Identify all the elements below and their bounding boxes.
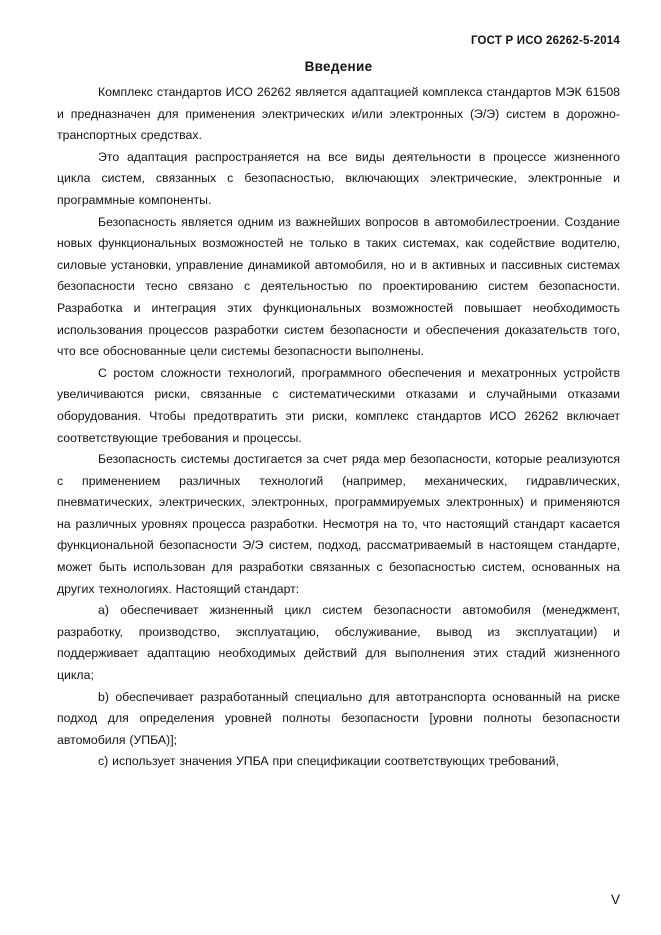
page-number: V xyxy=(610,892,620,907)
paragraph-risks: С ростом сложности технологий, программного обеспечения и мехатронных устройств увеличиваются риски, связанные с систематическими отказами и случайными отказами оборудования. Чтобы предотвратить эти риски, комплекс стандартов ИСО 26262 включает соответствующие требования и процессы. xyxy=(57,365,620,445)
document-body xyxy=(57,82,620,773)
document-code: ГОСТ Р ИСО 26262-5-2014 xyxy=(470,35,620,47)
document-header xyxy=(57,34,620,48)
paragraph-list-item-a: a) обеспечивает жизненный цикл систем безопасности автомобиля (менеджмент, разработку, производство, эксплуатацию, обслуживание, вывод из эксплуатации) и поддерживает адаптацию необходимых действий для выполнения этих стадий жизненного цикла; xyxy=(57,603,620,683)
section-title: Введение xyxy=(304,59,373,74)
paragraph-safety-measures: Безопасность системы достигается за счет ряда мер безопасности, которые реализуются с применением различных технологий (например, механических, гидравлических, пневматических, электрических, электронных, программируемых электронных) и применяются на различных уровнях процесса разработки. Несмотря на то, что настоящий стандарт касается функциональной безопасности Э/Э систем, подход, рассматриваемый в настоящем стандарте, может быть использован для разработки связанных с безопасностью систем, основанных на других технологиях. Настоящий стандарт: xyxy=(57,452,620,596)
paragraph-safety-importance: Безопасность является одним из важнейших вопросов в автомобилестроении. Создание новых функциональных возможностей не только в таких системах, как содействие водителю, силовые установки, управление динамикой автомобиля, но и в активных и пассивных системах безопасности тесно связано с деятельностью по проектированию систем безопасности. Разработка и интеграция этих функциональных возможностей повышает необходимость использования процессов разработки систем безопасности и обеспечения доказательств того, что все обоснованные цели системы безопасности выполнены. xyxy=(57,214,620,359)
paragraph-adaptation: Это адаптация распространяется на все виды деятельности в процессе жизненного цикла систем, связанных с безопасностью, включающих электрические, электронные и программные компоненты. xyxy=(57,149,620,207)
paragraph-list-item-b: b) обеспечивает разработанный специально для автотранспорта основанный на риске подход для определения уровней полноты безопасности [уровни полноты безопасности автомобиля (УПБА)]; xyxy=(57,689,620,747)
paragraph-list-item-c: c) использует значения УПБА при спецификации соответствующих требований, xyxy=(98,754,559,769)
paragraph-intro-scope: Комплекс стандартов ИСО 26262 является адаптацией комплекса стандартов МЭК 61508 и предназначен для применения электрических и/или электронных (Э/Э) систем в дорожно-транспортных средствах. xyxy=(57,85,620,143)
